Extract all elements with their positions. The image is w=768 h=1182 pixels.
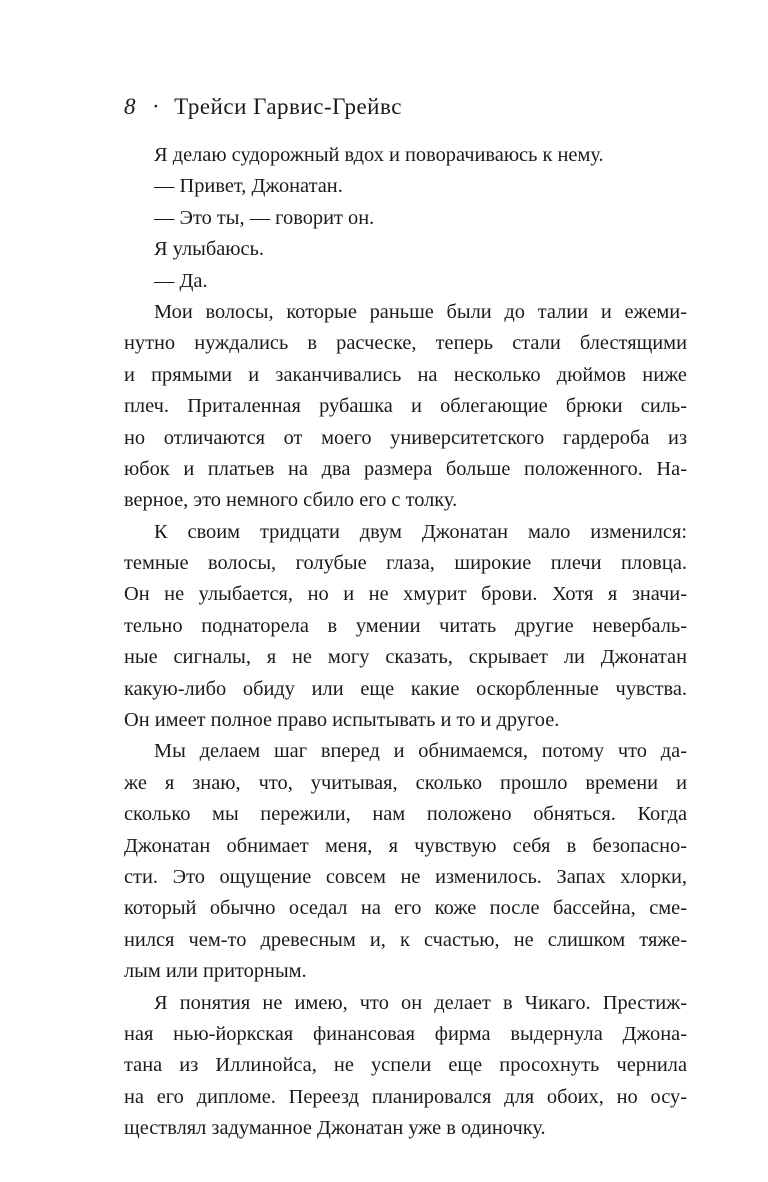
- text-line: плеч. Приталенная рубашка и облегающие брюки силь-: [124, 395, 687, 418]
- text-line: верное, это немного сбило его с толку.: [124, 489, 458, 512]
- text-line: Джонатан обнимает меня, я чувствую себя в безопасно-: [124, 834, 687, 857]
- text-line: ществлял задуманное Джонатан уже в одиночку.: [124, 1117, 546, 1140]
- text-line: тельно поднаторела в умении читать другие невербаль-: [124, 614, 687, 637]
- text-line: нился чем-то древесным и, к счастью, не слишком тяже-: [124, 928, 687, 951]
- text-line: темные волосы, голубые глаза, широкие плечи пловца.: [124, 552, 687, 575]
- text-line: Я делаю судорожный вдох и поворачиваюсь к нему.: [154, 144, 604, 166]
- text-line: который обычно оседал на его коже после бассейна, сме-: [124, 897, 687, 920]
- page-number: 8: [124, 94, 136, 119]
- text-line: — Это ты, — говорит он.: [154, 206, 375, 229]
- text-line: Я улыбаюсь.: [154, 238, 264, 261]
- author-name: Трейси Гарвис-Грейвс: [174, 94, 402, 119]
- text-line: нутно нуждались в расческе, теперь стали блестящими: [124, 332, 687, 355]
- header-separator: ·: [152, 94, 161, 119]
- text-line: Мои волосы, которые раньше были до талии и ежеми-: [154, 300, 687, 323]
- running-head: [124, 92, 402, 122]
- text-line: Он не улыбается, но и не хмурит брови. Хотя я значи-: [124, 583, 687, 606]
- text-line: сколько мы пережили, нам положено обняться. Когда: [124, 803, 687, 826]
- text-line: на его дипломе. Переезд планировался для обоих, но осу-: [124, 1085, 687, 1108]
- text-line: сти. Это ощущение совсем не изменилось. Запах хлорки,: [124, 865, 687, 888]
- text-line: же я знаю, что, учитывая, сколько прошло времени и: [124, 771, 687, 794]
- text-line: юбок и платьев на два размера больше положенного. На-: [124, 457, 687, 480]
- text-line: тана из Иллинойса, не успели еще просохнуть чернила: [124, 1054, 687, 1077]
- text-line: Я понятия не имею, что он делает в Чикаго. Престиж-: [154, 991, 687, 1014]
- text-line: К своим тридцати двум Джонатан мало изменился:: [154, 520, 687, 543]
- text-line: но отличаются от моего университетского гардероба из: [124, 426, 687, 449]
- text-line: Он имеет полное право испытывать и то и другое.: [124, 709, 560, 732]
- text-line: — Да.: [154, 269, 208, 292]
- text-line: Мы делаем шаг вперед и обнимаемся, потому что да-: [154, 740, 687, 763]
- text-line: какую-либо обиду или еще какие оскорбленные чувства.: [124, 677, 687, 700]
- text-line: и прямыми и заканчивались на несколько дюймов ниже: [124, 363, 687, 386]
- text-line: ные сигналы, я не могу сказать, скрывает ли Джонатан: [124, 646, 687, 669]
- text-line: ная нью-йоркская финансовая фирма выдернула Джона-: [124, 1022, 687, 1045]
- text-line: лым или приторным.: [124, 960, 307, 983]
- text-line: — Привет, Джонатан.: [154, 175, 343, 198]
- body-text: [124, 140, 687, 1145]
